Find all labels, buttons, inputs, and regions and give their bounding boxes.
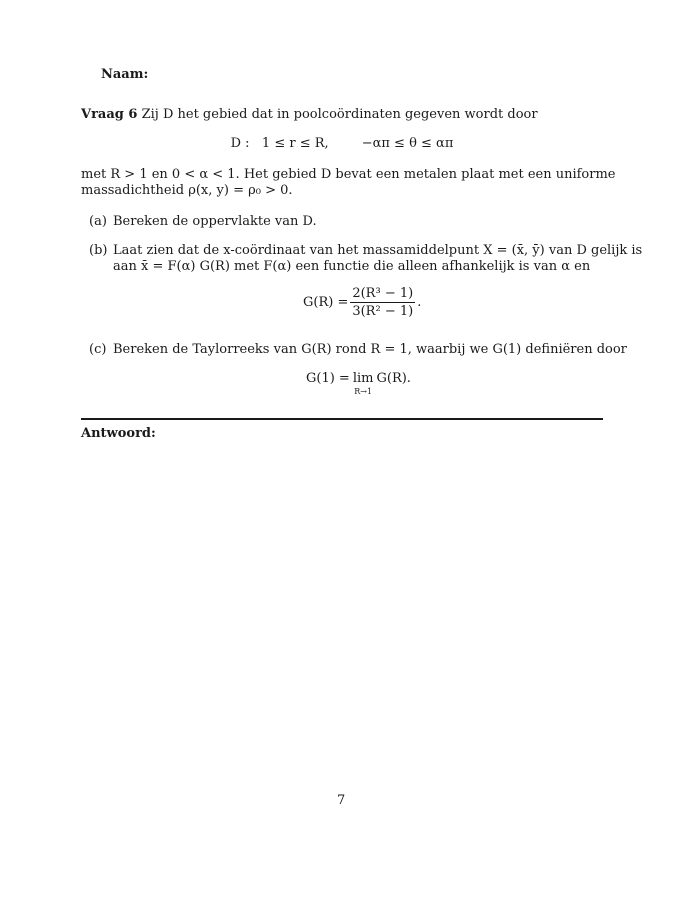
- answer-divider: [81, 418, 603, 420]
- g-of-r-numerator: 2(R³ − 1): [352, 286, 414, 301]
- g-of-r-period: .: [417, 295, 422, 310]
- g-of-r-fraction: [350, 286, 415, 319]
- g-one-lhs: G(1) =: [306, 371, 350, 386]
- fraction-bar: [350, 302, 415, 303]
- part-b-line-1: Laat zien dat de x-coördinaat van het massamiddelpunt X = (x̄, ȳ) van D gelijk is: [113, 243, 643, 258]
- name-label: Naam:: [101, 67, 149, 82]
- question-intro-line: [81, 106, 538, 123]
- part-a-label: (a): [89, 214, 107, 229]
- part-b-label: (b): [89, 243, 108, 258]
- limit-subscript: R→1: [354, 387, 373, 396]
- conditions-line-2: massadichtheid ρ(x, y) = ρ₀ > 0.: [81, 183, 293, 198]
- page-number: 7: [337, 793, 346, 808]
- g-one-rhs: G(R).: [376, 371, 411, 386]
- answer-label: Antwoord:: [81, 426, 156, 441]
- part-c-label: (c): [89, 342, 107, 357]
- g-of-r-lhs: G(R) =: [303, 295, 349, 310]
- conditions-line-1: met R > 1 en 0 < α < 1. Het gebied D bevat een metalen plaat met een uniforme: [81, 167, 616, 182]
- domain-formula: D : 1 ≤ r ≤ R, −απ ≤ θ ≤ απ: [230, 136, 454, 151]
- part-a-text: Bereken de oppervlakte van D.: [113, 214, 317, 229]
- question-label: Vraag 6: [81, 107, 138, 122]
- question-intro: Zij D het gebied dat in poolcoördinaten gegeven wordt door: [141, 107, 538, 122]
- limit-word: lim: [352, 371, 374, 386]
- part-c-formula: [306, 370, 411, 397]
- limit-operator: [353, 370, 374, 397]
- g-of-r-denominator: 3(R² − 1): [352, 304, 414, 319]
- part-b-formula: [303, 286, 421, 319]
- part-b-line-2: aan x̄ = F(α) G(R) met F(α) een functie die alleen afhankelijk is van α en: [113, 259, 591, 274]
- part-c-text: Bereken de Taylorreeks van G(R) rond R = 1, waarbij we G(1) definiëren door: [113, 342, 627, 357]
